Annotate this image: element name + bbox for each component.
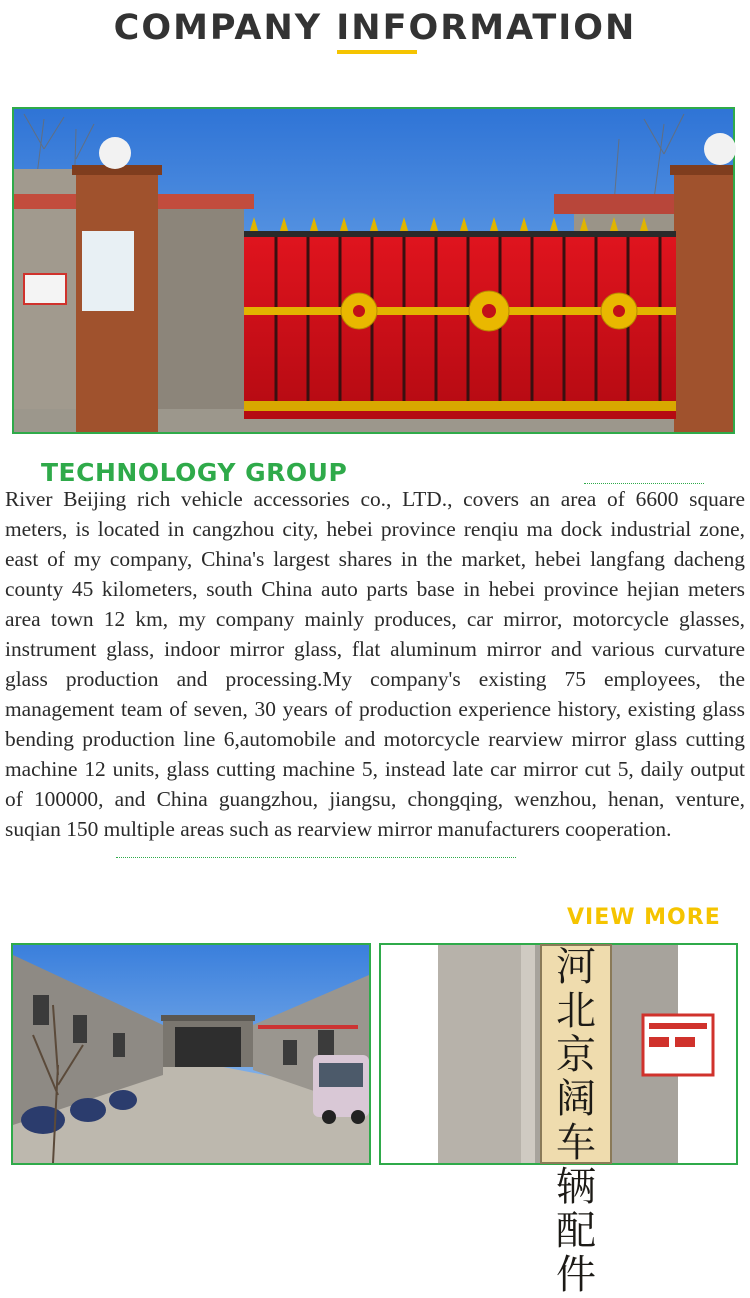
factory-yard-photo [11,943,371,1165]
divider-line-faint [116,857,516,858]
title-underline [337,50,417,54]
page-title: COMPANY INFORMATION [113,8,637,48]
view-more-link[interactable]: VIEW MORE [567,905,721,930]
factory-gate-photo [12,107,735,434]
company-description: River Beijing rich vehicle accessories co., LTD., covers an area of 6600 square meters, is located in cangzhou city, hebei province renqiu ma dock industrial zone, east of my company, China's largest shares in the market, hebei langfang dacheng county 45 kilometers, south China auto parts base in hebei province hejian meters area town 12 km, my company mainly produces, car mirror, motorcycle glasses, instrument glass, indoor mirror glass, flat aluminum mirror and various curvature glass production and processing.My company's existing 75 employees, the management team of seven, 30 years of production experience history, existing glass bending production line 6,automobile and motorcycle rearview mirror glass cutting machine 12 units, glass cutting machine 5, instead late car mirror cut 5, daily output of 100000, and China guangzhou, jiangsu, chongqing, wenzhou, henan, venture, suqian 150 multiple areas such as rearview mirror manufacturers cooperation. [5,487,745,841]
section-subtitle: TECHNOLOGY GROUP [41,458,348,487]
company-sign-photo [379,943,738,1298]
sign-text: 河北京阔车辆配件 [556,944,596,1298]
